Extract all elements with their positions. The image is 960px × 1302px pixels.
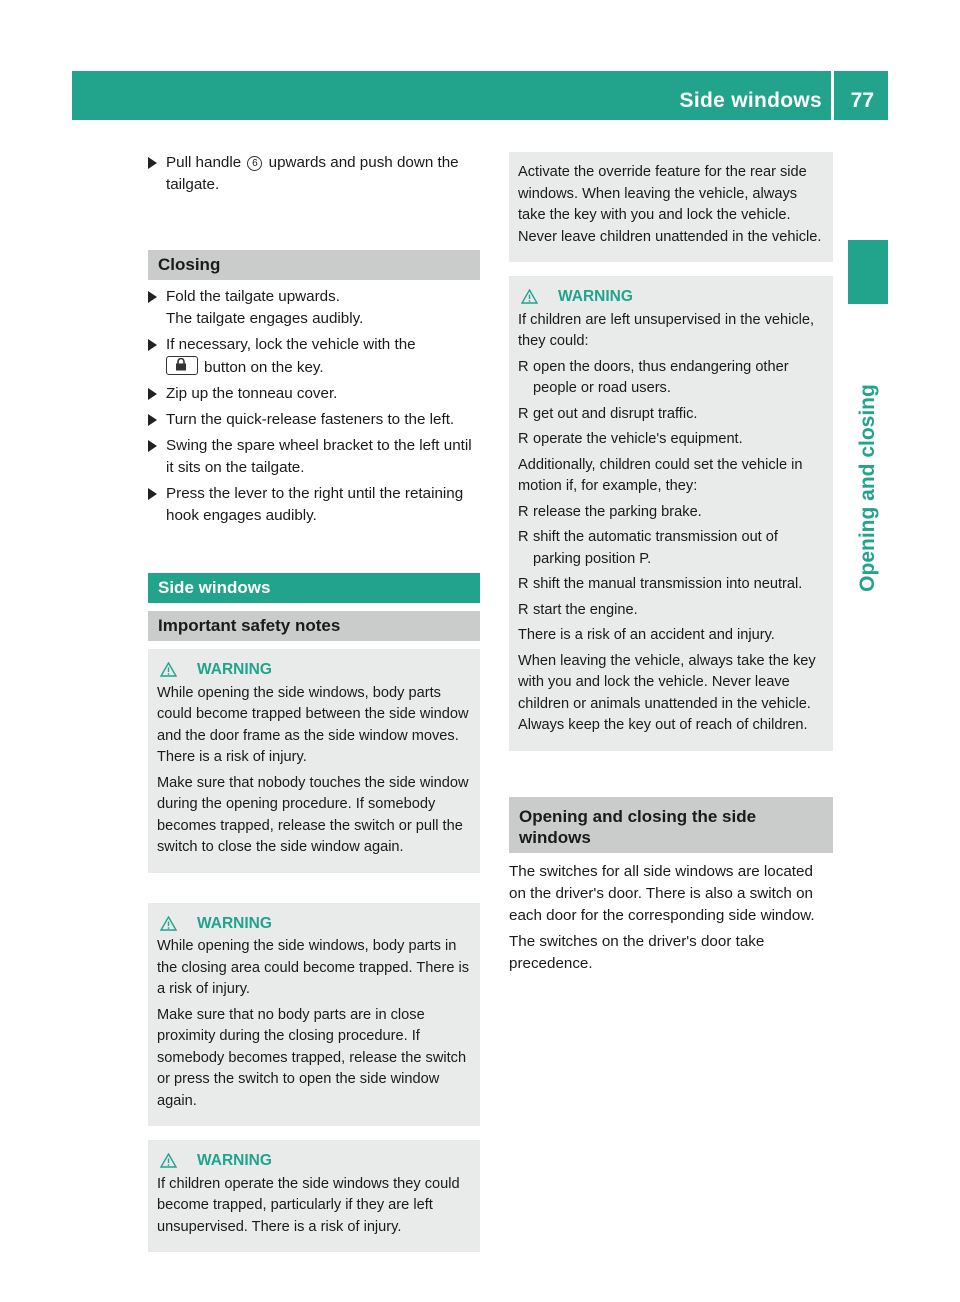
step-arrow-icon [148, 488, 157, 500]
list-item [148, 483, 480, 527]
step-arrow-icon [148, 414, 157, 426]
list-item [148, 409, 480, 431]
list-item: R release the parking brake. [518, 503, 702, 520]
chapter-tab [848, 240, 888, 304]
right-column [509, 152, 833, 979]
list-item: R shift the manual transmission into neutral. [518, 576, 803, 592]
list-item [148, 334, 480, 379]
step-text: Zip up the tonneau cover. [166, 385, 338, 402]
header-bar [72, 71, 888, 120]
list-item: R operate the vehicle's equipment. [518, 431, 743, 447]
warning-text: While opening the side windows, body parts could become trapped between the side window and the door frame as the side window moves. There is a risk of injury. [157, 684, 469, 765]
callout-marker: 6 [247, 156, 262, 171]
warning-text: If children operate the side windows they could become trapped, particularly if they are left unsupervised. There is a risk of injury. [157, 1175, 460, 1235]
list-item: R start the engine. [518, 601, 638, 618]
step-result: The tailgate engages audibly. [166, 310, 364, 327]
step-text: button on the key. [204, 359, 324, 376]
warning-text: Make sure that no body parts are in close proximity during the closing procedure. If somebody becomes trapped, release the switch or press the switch to open the side window again. [157, 1006, 467, 1109]
warning-icon [160, 916, 177, 931]
continued-warning-box [509, 152, 833, 262]
body-paragraph: The switches for all side windows are located on the driver's door. There is also a switch on each door for the corresponding side window. [509, 862, 815, 924]
warning-box [148, 903, 480, 1127]
step-text: upwards and push down the tailgate. [166, 154, 459, 193]
warning-box [148, 649, 480, 873]
warning-text: While opening the side windows, body parts in the closing area could become trapped. There is a risk of injury. [157, 938, 470, 997]
opening-heading: Opening and closing the side windows [509, 797, 833, 853]
warning-icon [160, 662, 177, 677]
step-arrow-icon [148, 388, 157, 400]
header-divider [831, 71, 834, 120]
warning-text: There is a risk of an accident and injury. [518, 627, 775, 643]
safety-heading: Important safety notes [148, 611, 480, 641]
warning-title: WARNING [157, 913, 472, 935]
step-text: Swing the spare wheel bracket to the left until it sits on the tailgate. [166, 437, 472, 476]
body-paragraph: The switches on the driver's door take precedence. [509, 932, 765, 972]
step-arrow-icon [148, 157, 157, 169]
section-heading: Side windows [148, 573, 480, 603]
warning-box [148, 1140, 480, 1252]
warning-title: WARNING [157, 659, 472, 681]
page-title: Side windows [679, 89, 822, 112]
step-arrow-icon [148, 291, 157, 303]
step-arrow-icon [148, 339, 157, 351]
left-column [148, 152, 480, 1252]
list-item: R open the doors, thus endangering other people or road users. [518, 358, 789, 396]
closing-heading: Closing [148, 250, 480, 280]
list-item: R get out and disrupt traffic. [518, 405, 698, 422]
chapter-label: Opening and closing [856, 384, 879, 592]
list-item [148, 383, 480, 405]
warning-text: When leaving the vehicle, always take the key with you and lock the vehicle. Never leave children or animals unattended in the vehicle. Always keep the key out of reach of children. [518, 652, 816, 733]
list-item [148, 286, 480, 330]
warning-text: Activate the override feature for the rear side windows. When leaving the vehicle, always take the key with you and lock the vehicle. Never leave children unattended in the vehicle. [518, 164, 822, 245]
step-text: Pull handle [166, 154, 242, 171]
step-text: If necessary, lock the vehicle with the [166, 336, 416, 353]
page-number: 77 [850, 89, 874, 112]
list-item [148, 435, 480, 479]
step-arrow-icon [148, 440, 157, 452]
warning-title: WARNING [157, 1150, 472, 1172]
step-text: Turn the quick-release fasteners to the left. [166, 411, 455, 428]
warning-text: If children are left unsupervised in the vehicle, they could: [518, 311, 815, 349]
intro-step [148, 152, 480, 196]
warning-title: WARNING [518, 286, 825, 308]
warning-icon [521, 289, 538, 304]
step-text: Fold the tailgate upwards. [166, 288, 340, 305]
warning-icon [160, 1153, 177, 1168]
lock-icon [166, 356, 198, 375]
warning-box [509, 276, 833, 751]
warning-text: Additionally, children could set the vehicle in motion if, for example, they: [518, 456, 803, 494]
step-text: Press the lever to the right until the retaining hook engages audibly. [166, 485, 464, 524]
list-item: R shift the automatic transmission out of parking position P. [518, 529, 778, 567]
warning-text: Make sure that nobody touches the side window during the opening procedure. If somebody becomes trapped, release the switch or pull the switch to close the side window again. [157, 774, 469, 855]
